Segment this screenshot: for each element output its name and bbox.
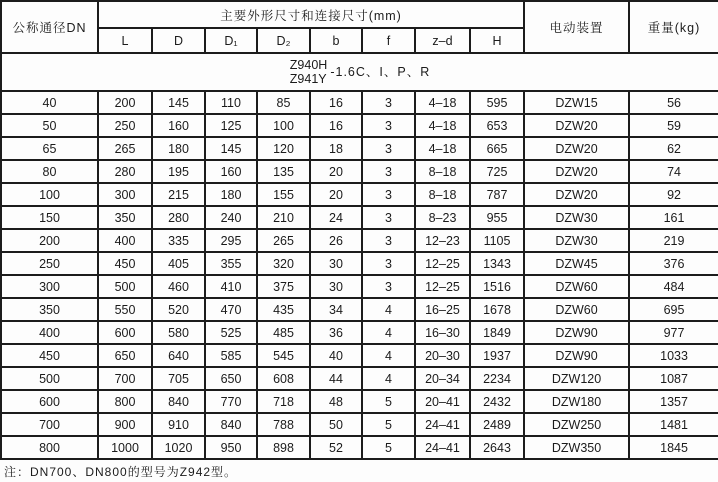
cell: 40 [310, 344, 362, 367]
cell: 34 [310, 298, 362, 321]
cell: 898 [257, 436, 310, 459]
cell: 200 [1, 229, 98, 252]
cell: 484 [629, 275, 718, 298]
cell: DZW60 [524, 298, 629, 321]
cell: 375 [257, 275, 310, 298]
header-dim-col: b [310, 28, 362, 53]
cell: 5 [362, 413, 415, 436]
model-designation [2, 59, 718, 86]
cell: 219 [629, 229, 718, 252]
table-row [1, 114, 718, 137]
cell: DZW15 [524, 91, 629, 114]
header-dimensions-group: 主要外形尺寸和连接尺寸(mm) [98, 1, 524, 28]
model-stack [290, 59, 328, 86]
cell: 350 [1, 298, 98, 321]
cell: 665 [470, 137, 524, 160]
cell: 718 [257, 390, 310, 413]
cell: 955 [470, 206, 524, 229]
cell: 545 [257, 344, 310, 367]
cell: 1678 [470, 298, 524, 321]
cell: 1937 [470, 344, 524, 367]
cell: 48 [310, 390, 362, 413]
cell: 24–41 [415, 413, 470, 436]
cell: 145 [152, 91, 205, 114]
cell: 8–18 [415, 183, 470, 206]
table-row [1, 91, 718, 114]
cell: 788 [257, 413, 310, 436]
cell: 1087 [629, 367, 718, 390]
cell: 1357 [629, 390, 718, 413]
cell: 2432 [470, 390, 524, 413]
header-dim-col: D₁ [205, 28, 257, 53]
cell: DZW20 [524, 160, 629, 183]
cell: 550 [98, 298, 152, 321]
cell: 250 [98, 114, 152, 137]
cell: 5 [362, 436, 415, 459]
cell: DZW90 [524, 344, 629, 367]
cell: 295 [205, 229, 257, 252]
cell: 585 [205, 344, 257, 367]
cell: 300 [98, 183, 152, 206]
cell: 4 [362, 367, 415, 390]
cell: 210 [257, 206, 310, 229]
cell: 180 [152, 137, 205, 160]
cell: 725 [470, 160, 524, 183]
cell: 92 [629, 183, 718, 206]
cell: 24 [310, 206, 362, 229]
cell: 2489 [470, 413, 524, 436]
cell: 977 [629, 321, 718, 344]
cell: 50 [310, 413, 362, 436]
cell: 840 [152, 390, 205, 413]
cell: 650 [205, 367, 257, 390]
cell: DZW250 [524, 413, 629, 436]
cell: 155 [257, 183, 310, 206]
cell: 700 [1, 413, 98, 436]
cell: 56 [629, 91, 718, 114]
table-row [1, 252, 718, 275]
cell: 350 [98, 206, 152, 229]
cell: DZW20 [524, 137, 629, 160]
table-row [1, 367, 718, 390]
cell: 125 [205, 114, 257, 137]
cell: 500 [98, 275, 152, 298]
cell: 300 [1, 275, 98, 298]
cell: 52 [310, 436, 362, 459]
table-row [1, 321, 718, 344]
cell: 3 [362, 91, 415, 114]
cell: DZW90 [524, 321, 629, 344]
cell: 410 [205, 275, 257, 298]
cell: 650 [98, 344, 152, 367]
cell: DZW20 [524, 183, 629, 206]
header-row-groups [1, 1, 718, 28]
table-row [1, 413, 718, 436]
cell: 1000 [98, 436, 152, 459]
cell: 135 [257, 160, 310, 183]
cell: 36 [310, 321, 362, 344]
table-row [1, 137, 718, 160]
cell: 950 [205, 436, 257, 459]
cell: 470 [205, 298, 257, 321]
table-row [1, 298, 718, 321]
cell: 160 [152, 114, 205, 137]
cell: 3 [362, 252, 415, 275]
cell: 376 [629, 252, 718, 275]
cell: 44 [310, 367, 362, 390]
cell: 900 [98, 413, 152, 436]
cell: 250 [1, 252, 98, 275]
cell: 800 [98, 390, 152, 413]
table-row [1, 206, 718, 229]
model-top: Z940H [289, 57, 328, 72]
cell: 450 [1, 344, 98, 367]
model-designation-cell [1, 53, 718, 91]
table-row [1, 183, 718, 206]
cell: 2234 [470, 367, 524, 390]
cell: 1033 [629, 344, 718, 367]
cell: 161 [629, 206, 718, 229]
cell: 265 [98, 137, 152, 160]
cell: DZW60 [524, 275, 629, 298]
cell: 4–18 [415, 137, 470, 160]
cell: 3 [362, 275, 415, 298]
header-dim-col: H [470, 28, 524, 53]
cell: 26 [310, 229, 362, 252]
model-bottom: Z941Y [289, 72, 327, 86]
cell: 20 [310, 183, 362, 206]
cell: 280 [152, 206, 205, 229]
cell: 280 [98, 160, 152, 183]
cell: 59 [629, 114, 718, 137]
cell: 580 [152, 321, 205, 344]
cell: 4 [362, 298, 415, 321]
cell: DZW20 [524, 114, 629, 137]
table-row [1, 229, 718, 252]
cell: 520 [152, 298, 205, 321]
cell: 595 [470, 91, 524, 114]
cell: 435 [257, 298, 310, 321]
cell: 100 [257, 114, 310, 137]
cell: 180 [205, 183, 257, 206]
cell: 240 [205, 206, 257, 229]
cell: 460 [152, 275, 205, 298]
cell: 1105 [470, 229, 524, 252]
cell: 62 [629, 137, 718, 160]
cell: 3 [362, 183, 415, 206]
cell: 8–18 [415, 160, 470, 183]
cell: 20–30 [415, 344, 470, 367]
cell: 1343 [470, 252, 524, 275]
cell: 50 [1, 114, 98, 137]
cell: 4 [362, 321, 415, 344]
cell: 12–23 [415, 229, 470, 252]
cell: 4 [362, 344, 415, 367]
cell: 485 [257, 321, 310, 344]
cell: 100 [1, 183, 98, 206]
cell: 8–23 [415, 206, 470, 229]
header-dim-col: L [98, 28, 152, 53]
cell: 3 [362, 160, 415, 183]
cell: 500 [1, 367, 98, 390]
cell: DZW180 [524, 390, 629, 413]
cell: 335 [152, 229, 205, 252]
header-dim-col: z–d [415, 28, 470, 53]
cell: 145 [205, 137, 257, 160]
cell: 110 [205, 91, 257, 114]
cell: 695 [629, 298, 718, 321]
footnote: 注：DN700、DN800的型号为Z942型。 [0, 460, 718, 482]
cell: 85 [257, 91, 310, 114]
cell: 1481 [629, 413, 718, 436]
cell: 200 [98, 91, 152, 114]
cell: 840 [205, 413, 257, 436]
cell: 320 [257, 252, 310, 275]
cell: 3 [362, 206, 415, 229]
cell: DZW350 [524, 436, 629, 459]
cell: 525 [205, 321, 257, 344]
cell: 150 [1, 206, 98, 229]
cell: 770 [205, 390, 257, 413]
cell: 1516 [470, 275, 524, 298]
cell: 16 [310, 114, 362, 137]
cell: 3 [362, 114, 415, 137]
cell: 608 [257, 367, 310, 390]
cell: 16–30 [415, 321, 470, 344]
cell: 600 [1, 390, 98, 413]
header-dim-col: f [362, 28, 415, 53]
cell: 4–18 [415, 114, 470, 137]
cell: 400 [1, 321, 98, 344]
header-nominal-diameter: 公称通径DN [1, 1, 98, 53]
cell: 400 [98, 229, 152, 252]
cell: 3 [362, 137, 415, 160]
cell: 5 [362, 390, 415, 413]
cell: 700 [98, 367, 152, 390]
cell: 20–34 [415, 367, 470, 390]
model-designation-row [1, 53, 718, 91]
header-electric-actuator: 电动装置 [524, 1, 629, 53]
cell: 1849 [470, 321, 524, 344]
cell: 40 [1, 91, 98, 114]
cell: 910 [152, 413, 205, 436]
cell: 2643 [470, 436, 524, 459]
cell: 1845 [629, 436, 718, 459]
cell: 12–25 [415, 252, 470, 275]
cell: 160 [205, 160, 257, 183]
cell: 16–25 [415, 298, 470, 321]
cell: 24–41 [415, 436, 470, 459]
cell: 4–18 [415, 91, 470, 114]
cell: 640 [152, 344, 205, 367]
cell: 405 [152, 252, 205, 275]
model-suffix: -1.6C、I、P、R [330, 64, 431, 79]
cell: DZW30 [524, 229, 629, 252]
cell: 30 [310, 275, 362, 298]
cell: 215 [152, 183, 205, 206]
cell: 355 [205, 252, 257, 275]
header-weight: 重量(kg) [629, 1, 718, 53]
table-row [1, 160, 718, 183]
cell: 787 [470, 183, 524, 206]
cell: 800 [1, 436, 98, 459]
cell: 653 [470, 114, 524, 137]
cell: DZW120 [524, 367, 629, 390]
cell: 20–41 [415, 390, 470, 413]
cell: 450 [98, 252, 152, 275]
table-row [1, 344, 718, 367]
cell: 705 [152, 367, 205, 390]
cell: 65 [1, 137, 98, 160]
cell: DZW30 [524, 206, 629, 229]
cell: 80 [1, 160, 98, 183]
cell: 600 [98, 321, 152, 344]
table-row [1, 275, 718, 298]
table-row [1, 390, 718, 413]
cell: 20 [310, 160, 362, 183]
cell: 3 [362, 229, 415, 252]
cell: 265 [257, 229, 310, 252]
cell: 30 [310, 252, 362, 275]
cell: DZW45 [524, 252, 629, 275]
cell: 18 [310, 137, 362, 160]
cell: 16 [310, 91, 362, 114]
header-dim-col: D [152, 28, 205, 53]
cell: 1020 [152, 436, 205, 459]
header-dim-col: D₂ [257, 28, 310, 53]
cell: 12–25 [415, 275, 470, 298]
table-row [1, 436, 718, 459]
cell: 120 [257, 137, 310, 160]
cell: 74 [629, 160, 718, 183]
cell: 195 [152, 160, 205, 183]
